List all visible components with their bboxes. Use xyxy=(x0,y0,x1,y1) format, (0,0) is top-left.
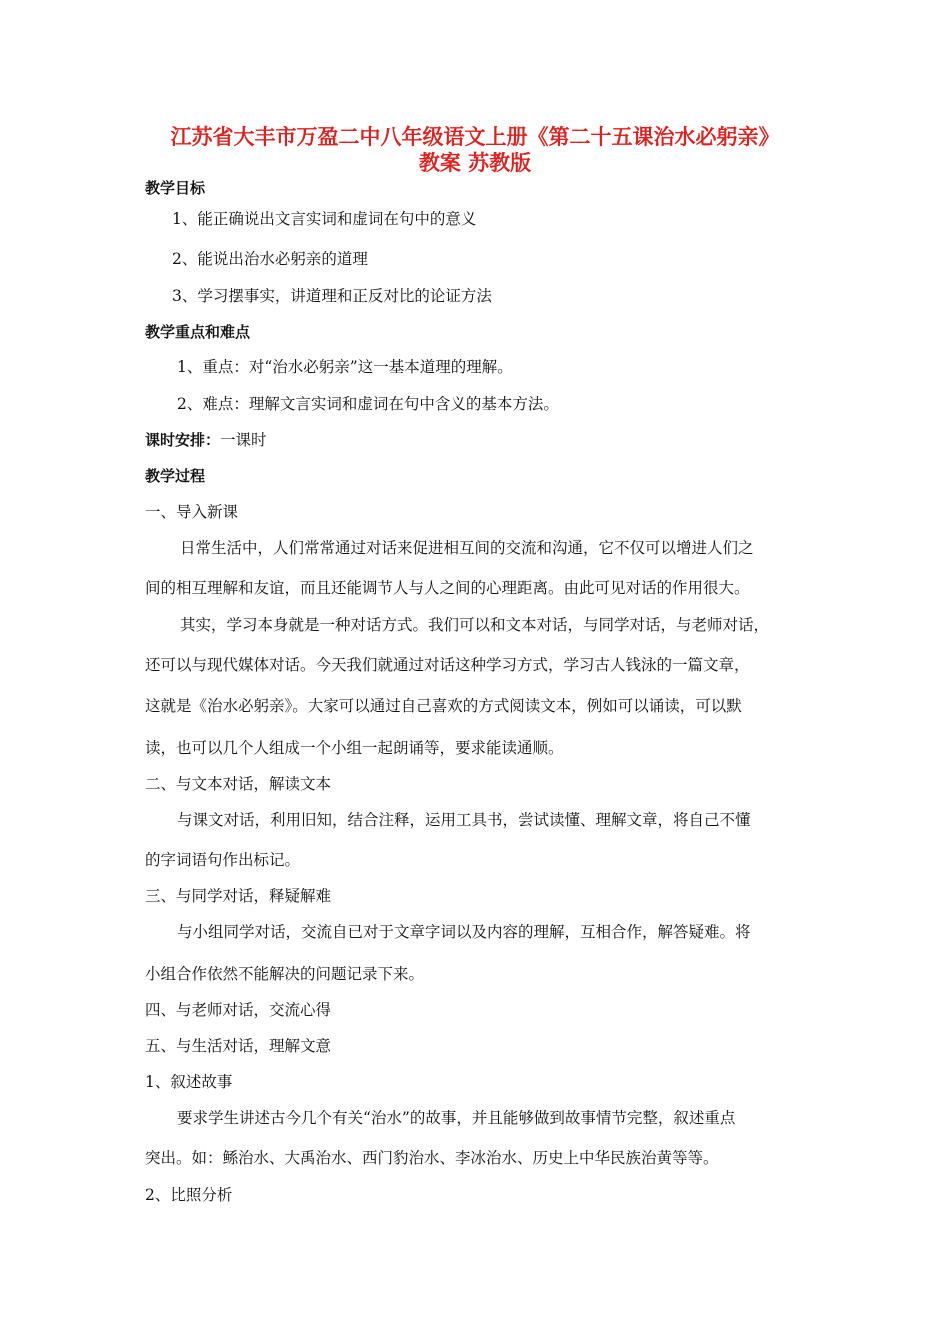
process-step-1: 一、导入新课 xyxy=(145,503,239,521)
paragraph-line: 读，也可以几个人组成一个小组一起朗诵等，要求能读通顺。 xyxy=(145,739,564,757)
goal-item-1: 1、能正确说出文言实词和虚词在句中的意义 xyxy=(172,210,477,228)
paragraph-line: 其实，学习本身就是一种对话方式。我们可以和文本对话，与同学对话，与老师对话， xyxy=(180,616,770,634)
paragraph-line: 间的相互理解和友谊，而且还能调节人与人之间的心理距离。由此可见对话的作用很大。 xyxy=(145,579,750,597)
key-point-item-2: 2、难点：理解文言实词和虚词在句中含义的基本方法。 xyxy=(177,395,559,413)
document-title-line1: 江苏省大丰市万盈二中八年级语文上册《第二十五课治水必躬亲》 xyxy=(170,125,780,149)
process-step-4: 四、与老师对话，交流心得 xyxy=(145,1001,332,1019)
key-point-item-1: 1、重点：对“治水必躬亲”这一基本道理的理解。 xyxy=(177,358,513,376)
sub-step-2: 2、比照分析 xyxy=(145,1186,233,1204)
paragraph-line: 要求学生讲述古今几个有关“治水”的故事，并且能够做到故事情节完整，叙述重点 xyxy=(177,1109,736,1127)
paragraph-line: 这就是《治水必躬亲》。大家可以通过自己喜欢的方式阅读文本，例如可以诵读，可以默 xyxy=(145,697,742,715)
goal-item-2: 2、能说出治水必躬亲的道理 xyxy=(172,250,368,268)
paragraph-line: 小组合作依然不能解决的问题记录下来。 xyxy=(145,965,425,983)
paragraph-line: 与课文对话，利用旧知，结合注释，运用工具书，尝试读懂、理解文章，将自己不懂 xyxy=(177,811,751,829)
process-step-3: 三、与同学对话，释疑解难 xyxy=(145,887,332,905)
paragraph-line: 突出。如：鲧治水、大禹治水、西门豹治水、李冰治水、历史上中华民族治黄等等。 xyxy=(145,1149,719,1167)
process-step-5: 五、与生活对话，理解文意 xyxy=(145,1037,332,1055)
goal-item-3: 3、学习摆事实，讲道理和正反对比的论证方法 xyxy=(172,287,492,305)
process-step-2: 二、与文本对话，解读文本 xyxy=(145,775,332,793)
schedule-value: 一课时 xyxy=(220,431,267,449)
section-heading-key-points: 教学重点和难点 xyxy=(145,323,251,341)
section-heading-goals: 教学目标 xyxy=(145,179,206,197)
paragraph-line: 日常生活中，人们常常通过对话来促进相互间的交流和沟通，它不仅可以增进人们之 xyxy=(180,539,754,557)
section-heading-process: 教学过程 xyxy=(145,467,206,485)
schedule-line xyxy=(145,429,267,451)
document-title-line2: 教案 苏教版 xyxy=(418,151,532,175)
sub-step-1: 1、叙述故事 xyxy=(145,1073,233,1091)
paragraph-line: 还可以与现代媒体对话。今天我们就通过对话这种学习方式，学习古人钱泳的一篇文章， xyxy=(145,656,750,674)
paragraph-line: 与小组同学对话，交流自已对于文章字词以及内容的理解，互相合作，解答疑难。将 xyxy=(177,923,751,941)
schedule-label: 课时安排： xyxy=(145,431,221,449)
paragraph-line: 的字词语句作出标记。 xyxy=(145,851,301,869)
